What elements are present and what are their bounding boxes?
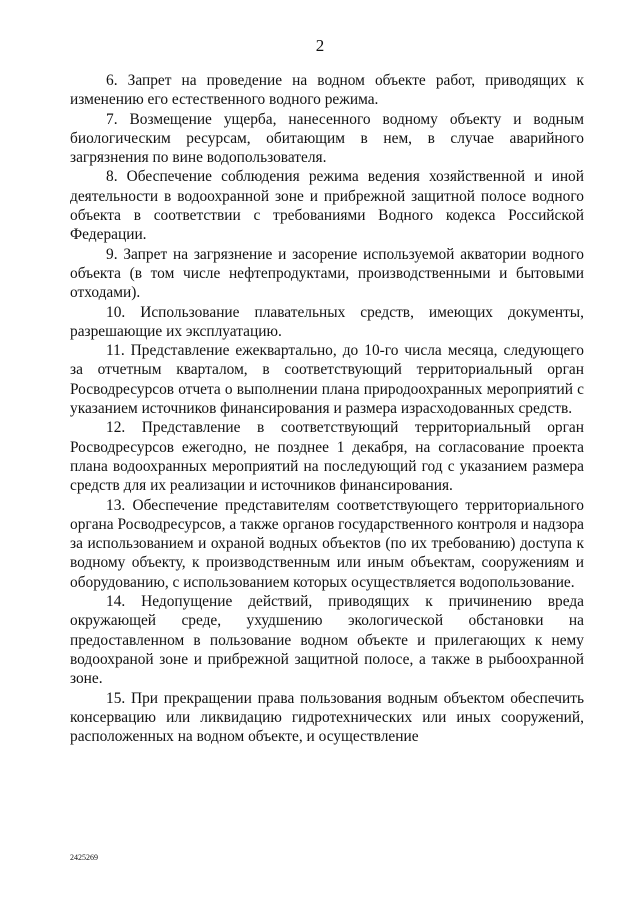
paragraph-9: 9. Запрет на загрязнение и засорение используемой акватории водного объекта (в том числе нефтепродуктами, производственными и бытовыми отходами). <box>70 245 584 302</box>
paragraph-7: 7. Возмещение ущерба, нанесенного водному объекту и водным биологическим ресурсам, обитающим в нем, в случае аварийного загрязнения по вине водопользователя. <box>70 110 584 167</box>
page-number: 2 <box>315 36 325 55</box>
paragraph-14: 14. Недопущение действий, приводящих к причинению вреда окружающей среде, ухудшению экологической обстановки на предоставленном в пользование водном объекте и прилегающих к нему водоохраной зоне и прибрежной защитной полосе, а также в рыбоохранной зоне. <box>70 593 584 688</box>
paragraph-6: 6. Запрет на проведение на водном объекте работ, приводящих к изменению его естественного водного режима. <box>70 72 584 109</box>
paragraph-10: 10. Использование плавательных средств, имеющих документы, разрешающие их эксплуатацию. <box>70 303 584 340</box>
document-id: 2425269 <box>70 853 98 862</box>
paragraph-15: 15. При прекращении права пользования водным объектом обеспечить консервацию или ликвидацию гидротехнических или иных сооружений, расположенных на водном объекте, и осуществление <box>70 689 584 746</box>
paragraph-8: 8. Обеспечение соблюдения режима ведения хозяйственной и иной деятельности в водоохранной зоне и прибрежной защитной полосе водного объекта в соответствии с требованиями Водного кодекса Российской Федерации. <box>70 168 584 244</box>
paragraph-12: 12. Представление в соответствующий территориальный орган Росводресурсов ежегодно, не позднее 1 декабря, на согласование проекта плана водоохранных мероприятий на последующий год с указанием размера средств для их реализации и источников финансирования. <box>70 419 584 495</box>
document-body <box>70 71 584 746</box>
paragraph-13: 13. Обеспечение представителям соответствующего территориального органа Росводресурсов, а также органов государственного контроля и надзора за использованием и охраной водных объектов (по их требованию) доступа к водному объекту, к производственным или иным объектам, сооружениям и оборудованию, с использованием которых осуществляется водопользование. <box>70 496 584 591</box>
paragraph-11: 11. Представление ежеквартально, до 10-го числа месяца, следующего за отчетным кварталом, в соответствующий территориальный орган Росводресурсов отчета о выполнении плана природоохранных мероприятий с указанием источников финансирования и размера израсходованных средств. <box>70 342 584 418</box>
